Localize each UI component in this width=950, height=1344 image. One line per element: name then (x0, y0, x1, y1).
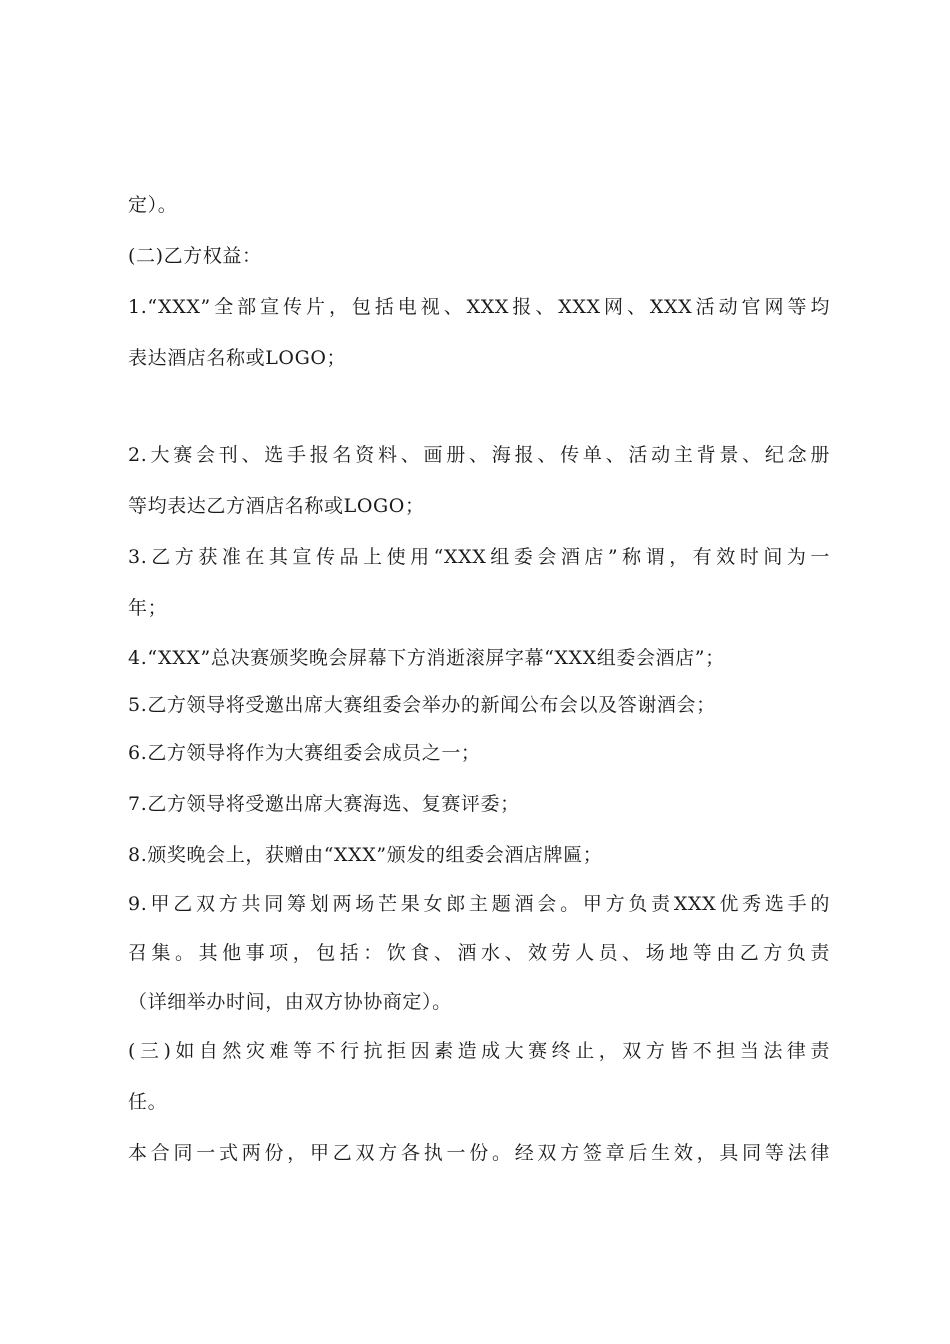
text-line-19: 本合同一式两份，甲乙双方各执一份。经双方签章后生效，具同等法律 (128, 1142, 830, 1164)
text-line-18: 任。 (128, 1091, 168, 1113)
text-line-15: 召集。其他事项，包括：饮食、酒水、效劳人员、场地等由乙方负责 (128, 942, 830, 964)
text-line-17: (三)如自然灾难等不行抗拒因素造成大赛终止，双方皆不担当法律责 (128, 1040, 830, 1062)
text-line-5: 2.大赛会刊、选手报名资料、画册、海报、传单、活动主背景、纪念册 (128, 444, 830, 466)
text-line-8: 年； (128, 597, 168, 619)
text-line-10: 5.乙方领导将受邀出席大赛组委会举办的新闻公布会以及答谢酒会； (128, 694, 716, 716)
text-line-12: 7.乙方领导将受邀出席大赛海选、复赛评委； (128, 793, 520, 815)
text-line-9: 4.“XXX”总决赛颁奖晚会屏幕下方消逝滚屏字幕“XXX组委会酒店”； (128, 647, 725, 669)
text-line-7: 3.乙方获准在其宣传品上使用“XXX组委会酒店”称谓，有效时间为一 (128, 546, 830, 568)
section-heading-party-b-rights: (二)乙方权益： (128, 245, 262, 267)
text-line-14: 9.甲乙双方共同筹划两场芒果女郎主题酒会。甲方负责XXX优秀选手的 (128, 893, 830, 915)
text-line-1: 定）。 (128, 194, 178, 216)
text-line-6: 等均表达乙方酒店名称或LOGO； (128, 495, 425, 517)
text-line-4: 表达酒店名称或LOGO； (128, 347, 347, 369)
text-line-3: 1.“XXX”全部宣传片，包括电视、XXX报、XXX网、XXX活动官网等均 (128, 296, 830, 318)
text-line-13: 8.颁奖晚会上，获赠由“XXX”颁发的组委会酒店牌匾； (128, 844, 603, 866)
text-line-16: （详细举办时间，由双方协协商定）。 (128, 991, 452, 1013)
text-line-11: 6.乙方领导将作为大赛组委会成员之一； (128, 742, 481, 764)
